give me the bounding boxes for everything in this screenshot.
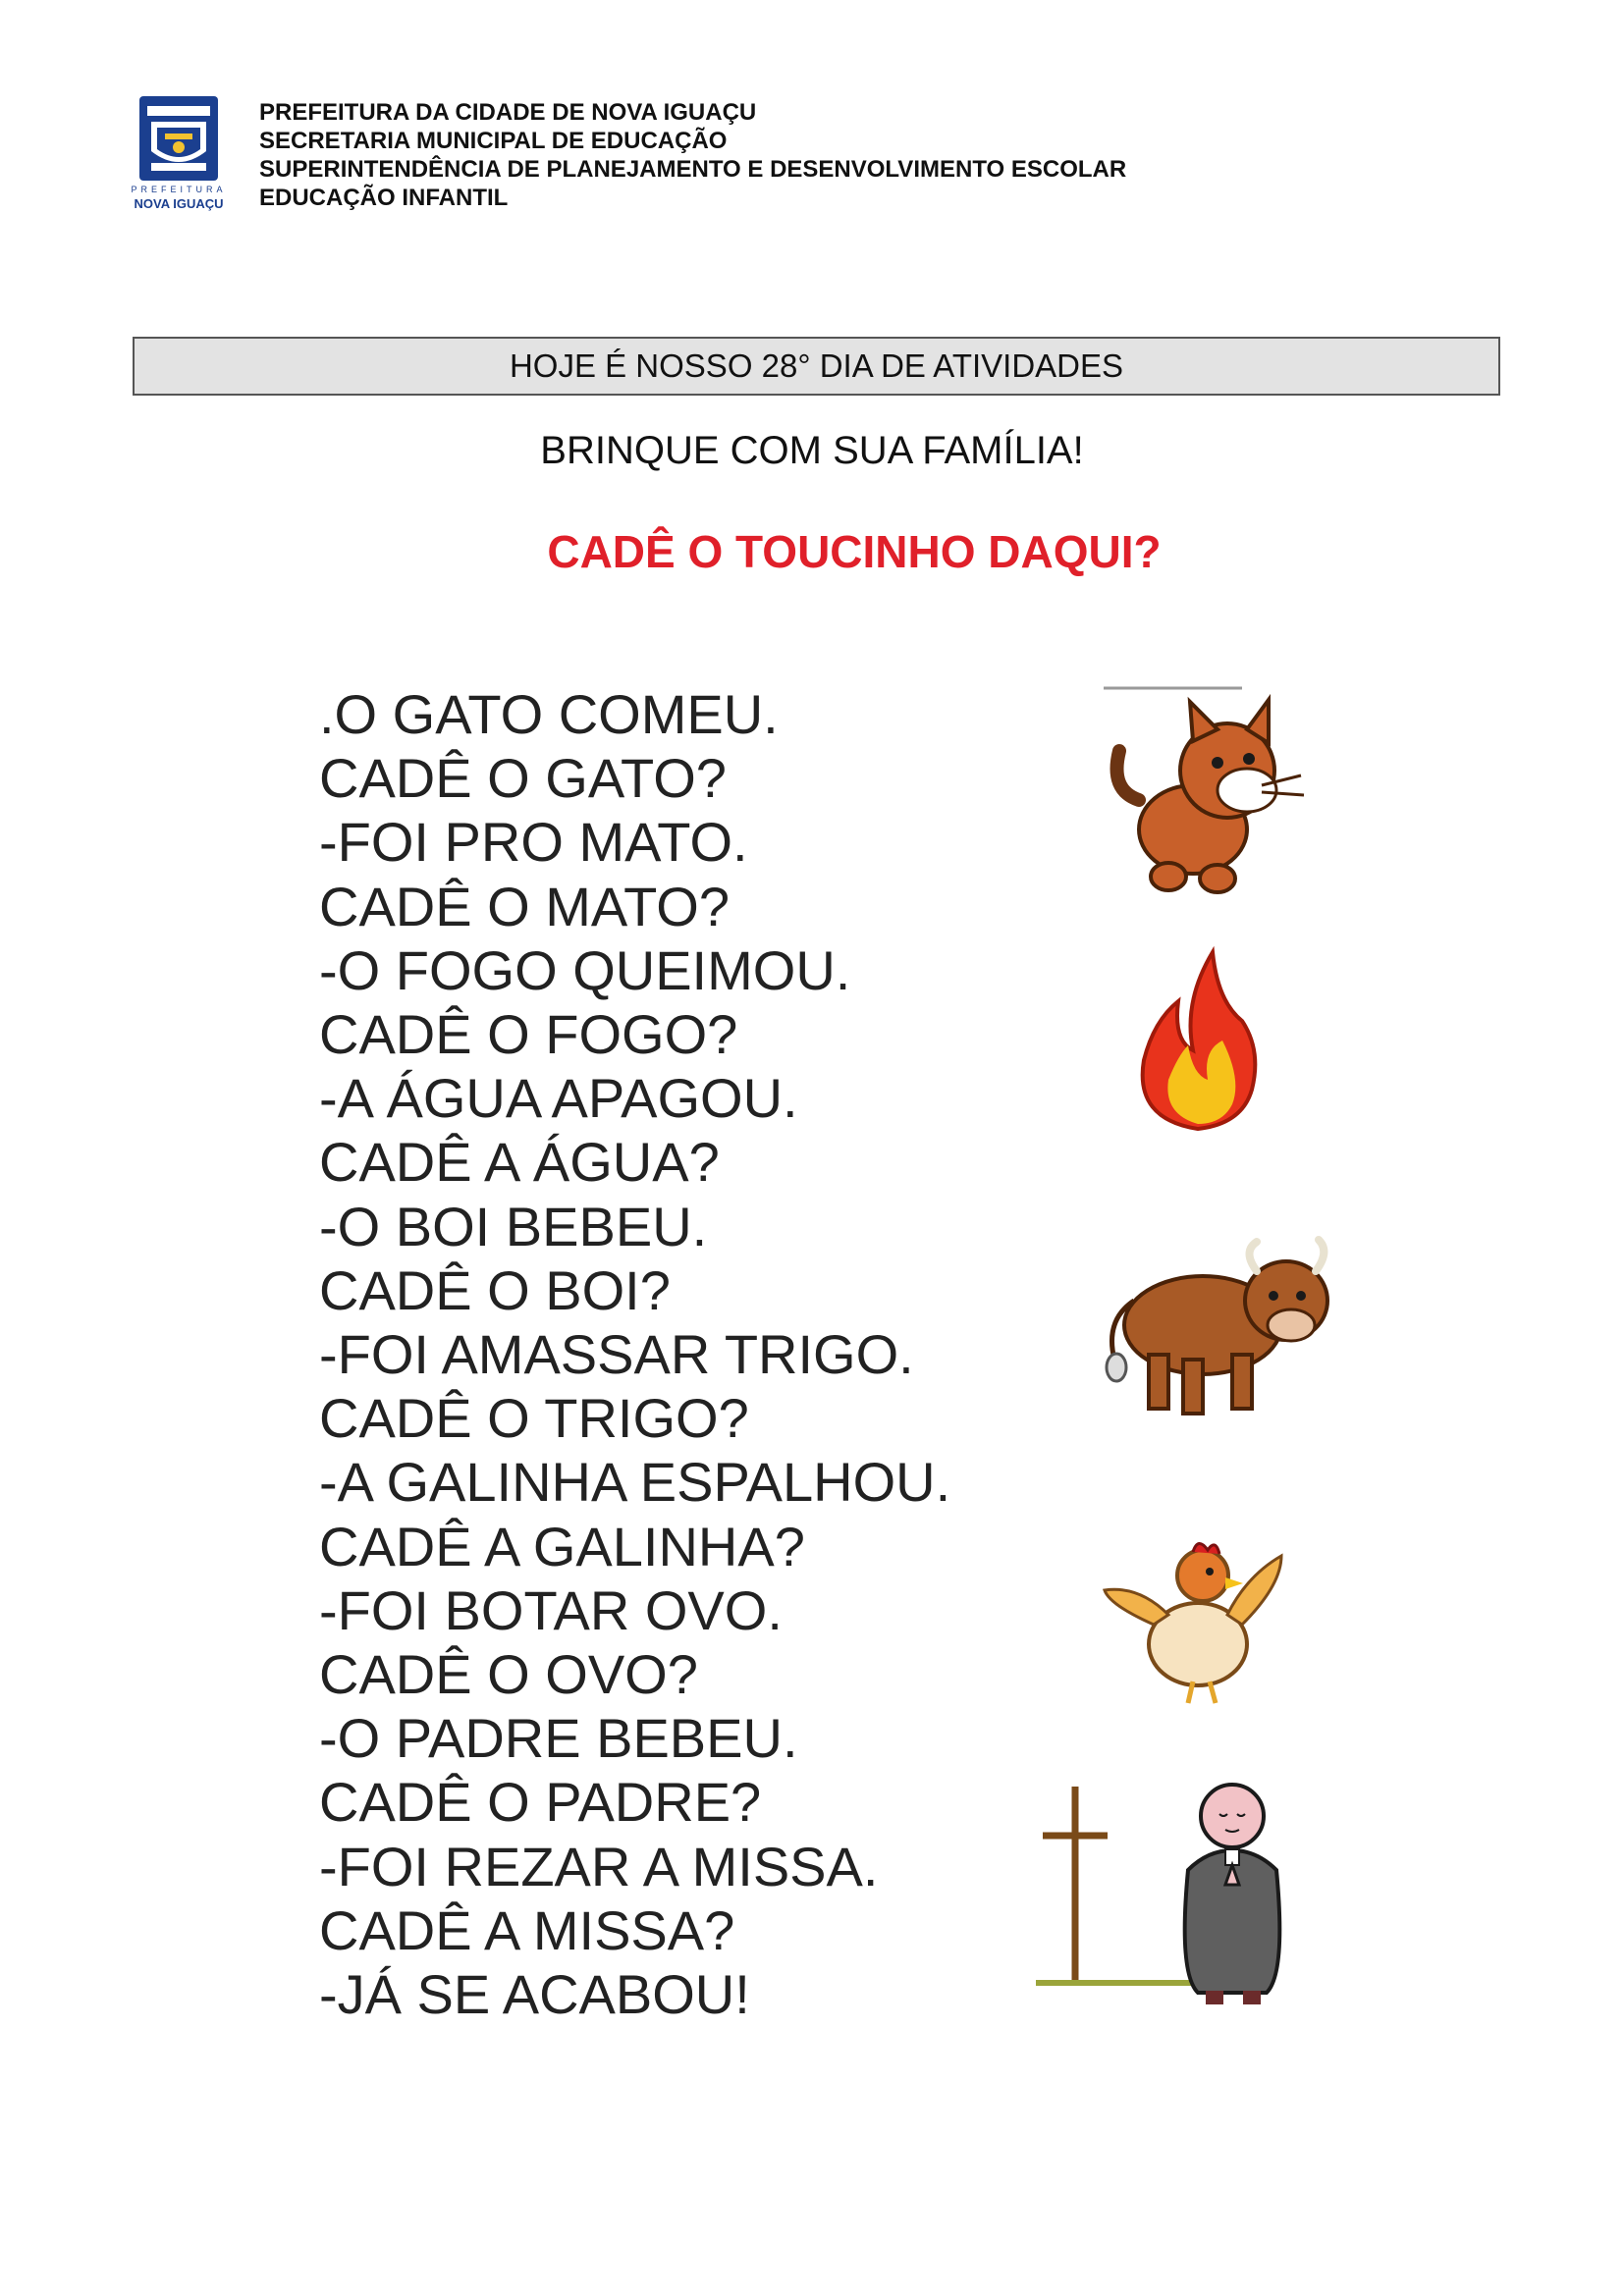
poem-line: CADÊ O MATO? xyxy=(319,875,731,937)
hen-illustration xyxy=(1100,1517,1296,1713)
logo-caption-bottom: NOVA IGUAÇU xyxy=(134,196,224,211)
priest-illustration xyxy=(1031,1767,1316,2012)
poem-line: CADÊ A GALINHA? xyxy=(319,1515,805,1577)
header-line-department: EDUCAÇÃO INFANTIL xyxy=(259,185,509,211)
poem-line: CADÊ A MISSA? xyxy=(319,1898,735,1961)
poem-line: -FOI REZAR A MISSA. xyxy=(319,1835,879,1897)
logo-caption-top: PREFEITURA xyxy=(131,185,227,194)
poem-line: CADÊ O TRIGO? xyxy=(319,1387,749,1450)
header-line-superintendence: SUPERINTENDÊNCIA DE PLANEJAMENTO E DESENVOLVIMENTO ESCOLAR xyxy=(259,156,1127,183)
ox-illustration xyxy=(1095,1232,1340,1428)
poem-line: CADÊ O GATO? xyxy=(319,747,727,810)
poem-line: CADÊ O OVO? xyxy=(319,1643,698,1706)
poem-line: CADÊ A ÁGUA? xyxy=(319,1131,720,1194)
poem-line: CADÊ O PADRE? xyxy=(319,1771,762,1834)
fire-icon xyxy=(1124,942,1272,1139)
poem-text xyxy=(319,682,950,2026)
city-logo xyxy=(126,94,232,216)
poem-title: CADÊ O TOUCINHO DAQUI? xyxy=(547,526,1162,577)
ox-icon xyxy=(1095,1232,1340,1428)
poem-line: -A GALINHA ESPALHOU. xyxy=(319,1451,951,1514)
poem-line: -FOI PRO MATO. xyxy=(319,811,748,874)
poem-line: -JÁ SE ACABOU! xyxy=(319,1963,750,2026)
poem-line: -A ÁGUA APAGOU. xyxy=(319,1067,798,1130)
poem-line: .O GATO COMEU. xyxy=(319,683,779,745)
priest-icon xyxy=(1031,1767,1316,2012)
subtitle: BRINQUE COM SUA FAMÍLIA! xyxy=(540,429,1084,472)
header-line-secretariat: SECRETARIA MUNICIPAL DE EDUCAÇÃO xyxy=(259,128,728,154)
poem-line: -O PADRE BEBEU. xyxy=(319,1707,798,1770)
poem-line: -FOI AMASSAR TRIGO. xyxy=(319,1323,914,1386)
coat-of-arms-icon xyxy=(126,94,232,183)
poem-line: -FOI BOTAR OVO. xyxy=(319,1578,783,1641)
cat-illustration xyxy=(1100,682,1326,908)
poem-line: -O FOGO QUEIMOU. xyxy=(319,938,851,1001)
institution-header xyxy=(259,98,1126,212)
poem-line: CADÊ O FOGO? xyxy=(319,1003,738,1066)
poem-line: CADÊ O BOI? xyxy=(319,1258,671,1321)
fire-illustration xyxy=(1124,942,1272,1139)
cat-icon xyxy=(1100,682,1326,908)
day-banner: HOJE É NOSSO 28° DIA DE ATIVIDADES xyxy=(133,337,1500,396)
poem-line: -O BOI BEBEU. xyxy=(319,1195,708,1257)
hen-icon xyxy=(1100,1517,1296,1713)
header-line-city: PREFEITURA DA CIDADE DE NOVA IGUAÇU xyxy=(259,99,757,126)
